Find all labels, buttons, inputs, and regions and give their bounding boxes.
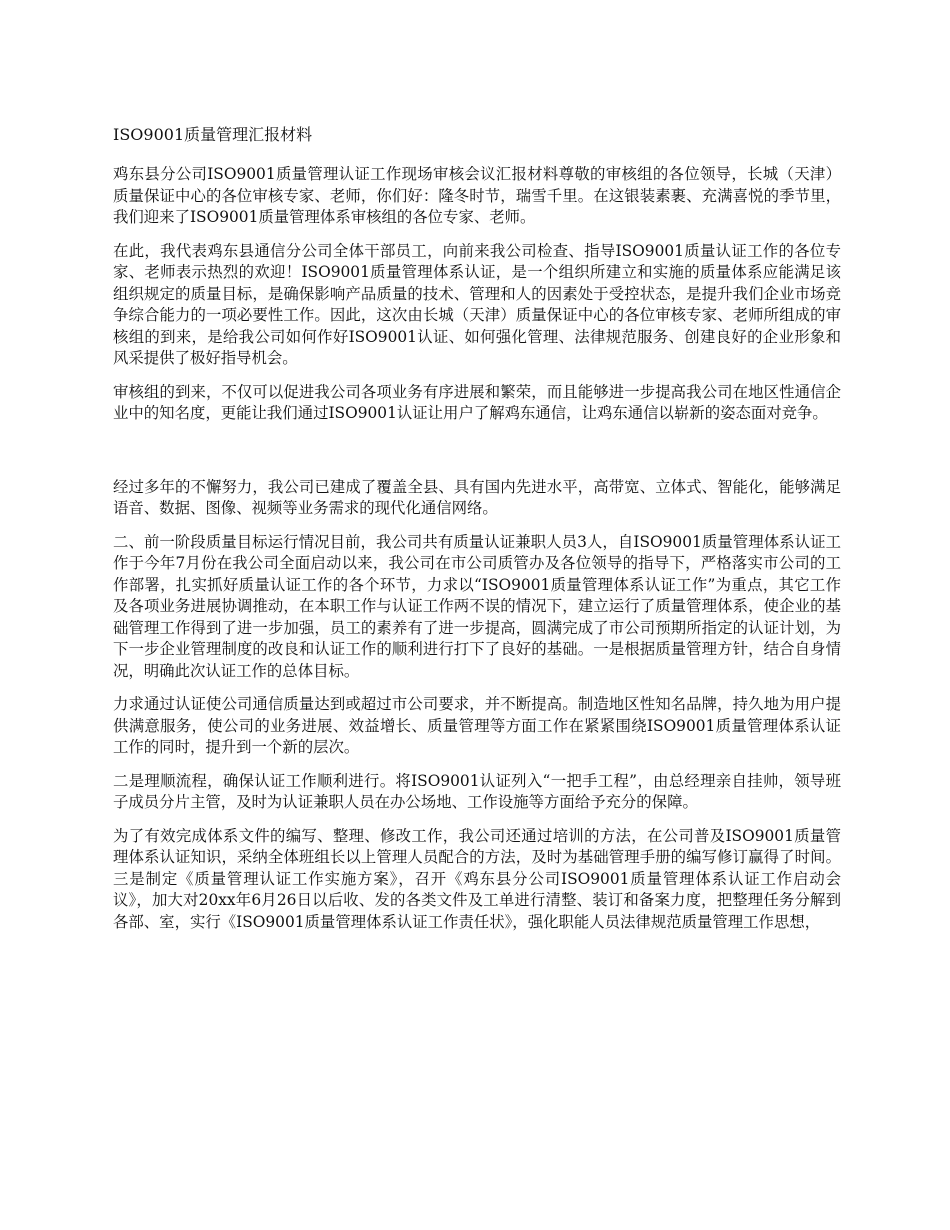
paragraph-quality-status: 二、前一阶段质量目标运行情况目前，我公司共有质量认证兼职人员3人，自ISO9001质量管理体系认证工作于今年7月份在我公司全面启动以来，我公司在市公司质管办及各位领导的指导下，严格落实市公司的工作部署，扎实抓好质量认证工作的各个环节，力求以“ISO9001质量管理体系认证工作”为重点，其它工作及各项业务进展协调推动，在本职工作与认证工作两不误的情况下，建立运行了质量管理体系，使企业的基础管理工作得到了进一步加强，员工的素养有了进一步提高，圆满完成了市公司预期所指定的认证计划，为下一步企业管理制度的改良和认证工作的顺利进行打下了良好的基础。一是根据质量管理方针，结合自身情况，明确此次认证工作的总体目标。 (113, 532, 841, 680)
paragraph-process: 二是理顺流程，确保认证工作顺利进行。将ISO9001认证列入“一把手工程”，由总经理亲自挂帅，领导班子成员分片主管，及时为认证兼职人员在办公场地、工作设施等方面给予充分的保障。 (113, 771, 841, 811)
document-page (113, 124, 841, 945)
paragraph-greeting: 鸡东县分公司ISO9001质量管理认证工作现场审核会议汇报材料尊敬的审核组的各位领导，长城（天津）质量保证中心的各位审核专家、老师，你们好：隆冬时节，瑞雪千里。在这银装素裹、充满喜悦的季节里，我们迎来了ISO9001质量管理体系审核组的各位专家、老师。 (113, 165, 841, 226)
paragraph-documentation: 为了有效完成体系文件的编写、整理、修改工作，我公司还通过培训的方法，在公司普及ISO9001质量管理体系认证知识，采纳全体班组长以上管理人员配合的方法，及时为基础管理手册的编写修订赢得了时间。三是制定《质量管理认证工作实施方案》，召开《鸡东县分公司ISO9001质量管理体系认证工作启动会议》，加大对20xx年6月26日以后收、发的各类文件及工单进行清整、装订和备案力度，把整理任务分解到各部、室，实行《ISO9001质量管理体系认证工作责任状》，强化职能人员法律规范质量管理工作思想， (113, 826, 841, 931)
paragraph-goals: 力求通过认证使公司通信质量达到或超过市公司要求，并不断提高。制造地区性知名品牌，持久地为用户提供满意服务，使公司的业务进展、效益增长、质量管理等方面工作在紧紧围绕ISO9001质量管理体系认证工作的同时，提升到一个新的层次。 (113, 695, 841, 756)
paragraph-welcome: 在此，我代表鸡东县通信分公司全体干部员工，向前来我公司检查、指导ISO9001质量认证工作的各位专家、老师表示热烈的欢迎！ISO9001质量管理体系认证，是一个组织所建立和实施的质量体系应能满足该组织规定的质量目标，是确保影响产品质量的技术、管理和人的因素处于受控状态，是提升我们企业市场竞争综合能力的一项必要性工作。因此，这次由长城（天津）质量保证中心的各位审核专家、老师所组成的审核组的到来，是给我公司如何作好ISO9001认证、如何强化管理、法律规范服务、创建良好的企业形象和风采提供了极好指导机会。 (113, 241, 841, 367)
paragraph-audit-significance: 审核组的到来，不仅可以促进我公司各项业务有序进展和繁荣，而且能够进一步提高我公司在地区性通信企业中的知名度，更能让我们通过ISO9001认证让用户了解鸡东通信，让鸡东通信以崭新的姿态面对竞争。 (113, 382, 841, 422)
paragraph-network: 经过多年的不懈努力，我公司已建成了覆盖全县、具有国内先进水平，高带宽、立体式、智能化，能够满足语音、数据、图像、视频等业务需求的现代化通信网络。 (113, 477, 841, 517)
section-gap (113, 437, 841, 477)
document-title: ISO9001质量管理汇报材料 (113, 125, 313, 144)
